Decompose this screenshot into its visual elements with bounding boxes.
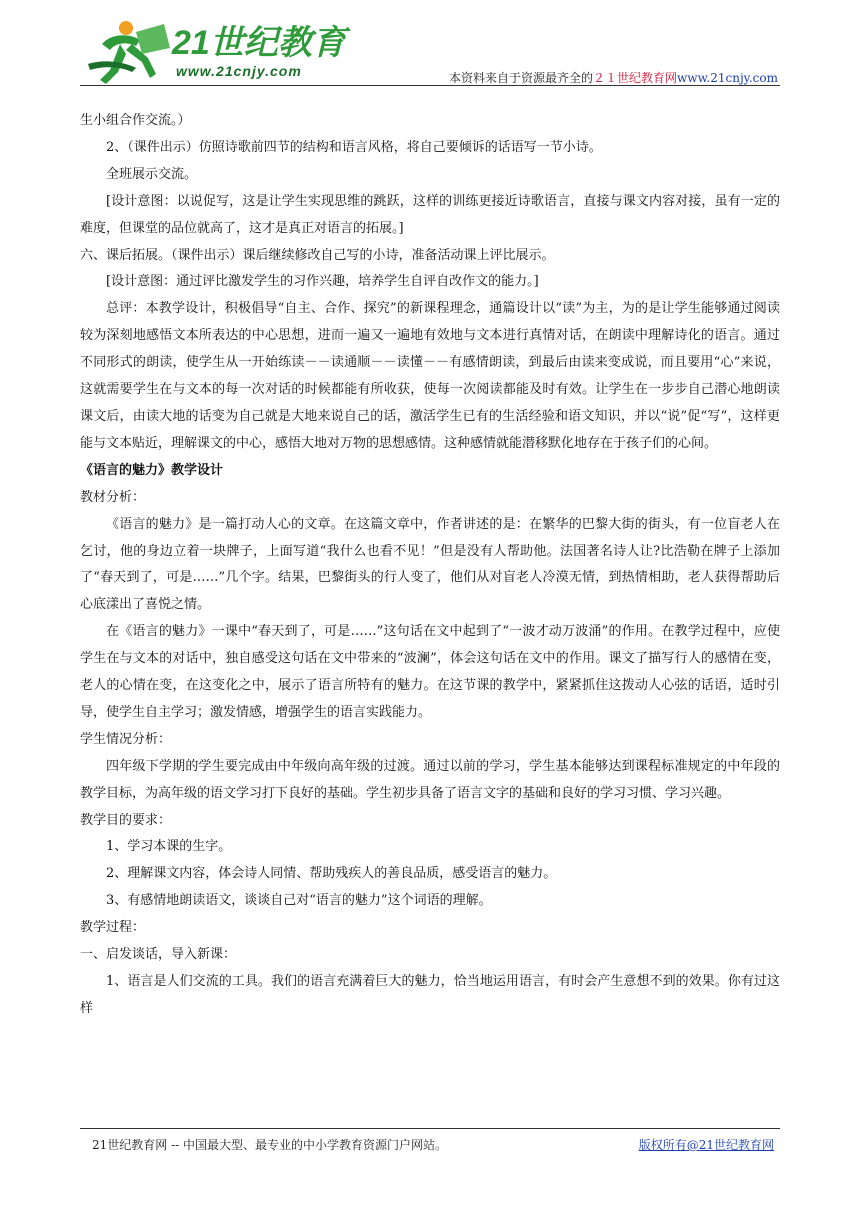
footer-divider xyxy=(80,1128,780,1129)
body-paragraph: 教学目的要求： xyxy=(80,812,172,828)
book-icon xyxy=(136,24,170,54)
body-paragraph: [设计意图：通过评比激发学生的习作兴趣，培养学生自评自改作文的能力。] xyxy=(106,274,539,290)
body-paragraph: 1、语言是人们交流的工具。我们的语言充满着巨大的魅力，恰当地运用语言，有时会产生意想不到的效果。你有过这样 xyxy=(80,974,780,1016)
body-paragraph: 教学过程： xyxy=(80,920,146,936)
body-paragraph: 四年级下学期的学生要完成由中年级向高年级的过渡。通过以前的学习，学生基本能够达到课程标准规定的中年段的教学目标，为高年级的语文学习打下良好的基础。学生初步具备了语言文字的基础和良好的学习习惯、学习兴趣。 xyxy=(80,758,780,801)
body-paragraph: 生小组合作交流。） xyxy=(80,113,191,128)
body-paragraph: 六、课后拓展。（课件出示）课后继续修改自己写的小诗，准备活动课上评比展示。 xyxy=(80,247,555,263)
header-note xyxy=(449,69,778,86)
footer-left-text: 21世纪教育网 -- 中国最大型、最专业的中小学教育资源门户网站。 xyxy=(92,1138,448,1152)
body-paragraph: 1、学习本课的生字。 xyxy=(106,839,232,855)
document-body xyxy=(80,108,780,1023)
page-header xyxy=(80,14,780,94)
section-title: 《语言的魅力》教学设计 xyxy=(80,462,224,478)
header-note-url[interactable]: www.21cnjy.com xyxy=(677,71,778,85)
header-note-brand: ２１世纪教育网 xyxy=(593,71,678,85)
site-logo xyxy=(80,14,380,88)
logo-url: www.21cnjy.com xyxy=(176,63,302,79)
body-paragraph: 总评：本教学设计，积极倡导“自主、合作、探究”的新课程理念，通篇设计以“读”为主，为的是让学生能够通过阅读较为深刻地感悟文本所表达的中心思想，进而一遍又一遍地有效地与文本进行真情对话，在朗读中理解诗化的语言。通过不同形式的朗读，使学生从一开始练读－－读通顺－－读懂－－有感情朗读，到最后由读来变成说，而且要用“心”来说，这就需要学生在与文本的每一次对话的时候都能有所收获，使每一次阅读都能及时有效。让学生在一步步自己潜心地朗读课文后，由读大地的话变为自己就是大地来说自己的话，激活学生已有的生活经验和语文知识，并以“说”促“写”，这样更能与文本贴近，理解课文的中心，感悟大地对万物的思想感情。这种感情就能潜移默化地存在于孩子们的心间。 xyxy=(80,301,780,451)
body-paragraph: 全班展示交流。 xyxy=(106,166,198,182)
body-paragraph: [设计意图：以说促写，这是让学生实现思维的跳跃，这样的训练更接近诗歌语言，直接与课文内容对接，虽有一定的难度，但课堂的品位就高了，这才是真正对语言的拓展。] xyxy=(80,193,780,236)
logo-text: 21世纪教育 xyxy=(172,24,346,62)
body-paragraph: 在《语言的魅力》一课中“春天到了，可是……”这句话在文中起到了“一波才动万波涌”的作用。在教学过程中，应使学生在与文本的对话中，独自感受这句话在文中带来的“波澜”，体会这句话在文中的作用。课文了描写行人的感情在变，老人的心情在变，在这变化之中，展示了语言所特有的魅力。在这节课的教学中，紧紧抓住这拨动人心弦的话语，适时引导，使学生自主学习；激发情感，增强学生的语言实践能力。 xyxy=(80,624,780,720)
body-paragraph: 《语言的魅力》是一篇打动人心的文章。在这篇文章中，作者讲述的是：在繁华的巴黎大街的街头，有一位盲老人在乞讨，他的身边立着一块牌子，上面写道“我什么也看不见！”但是没有人帮助他。法国著名诗人让?比浩勒在牌子上添加了“春天到了，可是……”几个字。结果，巴黎街头的行人变了，他们从对盲老人冷漠无情，到热情相助，老人获得帮助后心底漾出了喜悦之情。 xyxy=(80,516,780,613)
body-paragraph: 2、理解课文内容，体会诗人同情、帮助残疾人的善良品质，感受语言的魅力。 xyxy=(106,866,557,882)
footer-copyright-link[interactable]: 版权所有@21世纪教育网 xyxy=(638,1138,774,1152)
body-paragraph: 3、有感情地朗读语文，谈谈自己对“语言的魅力”这个词语的理解。 xyxy=(106,893,492,909)
header-note-prefix: 本资料来自于资源最齐全的 xyxy=(449,71,594,85)
header-divider xyxy=(80,85,780,86)
body-paragraph: 学生情况分析： xyxy=(80,731,172,747)
body-paragraph: 2、（课件出示）仿照诗歌前四节的结构和语言风格，将自己要倾诉的话语写一节小诗。 xyxy=(106,139,602,155)
body-paragraph: 教材分析： xyxy=(80,489,146,505)
body-paragraph: 一、启发谈话，导入新课： xyxy=(80,947,237,963)
